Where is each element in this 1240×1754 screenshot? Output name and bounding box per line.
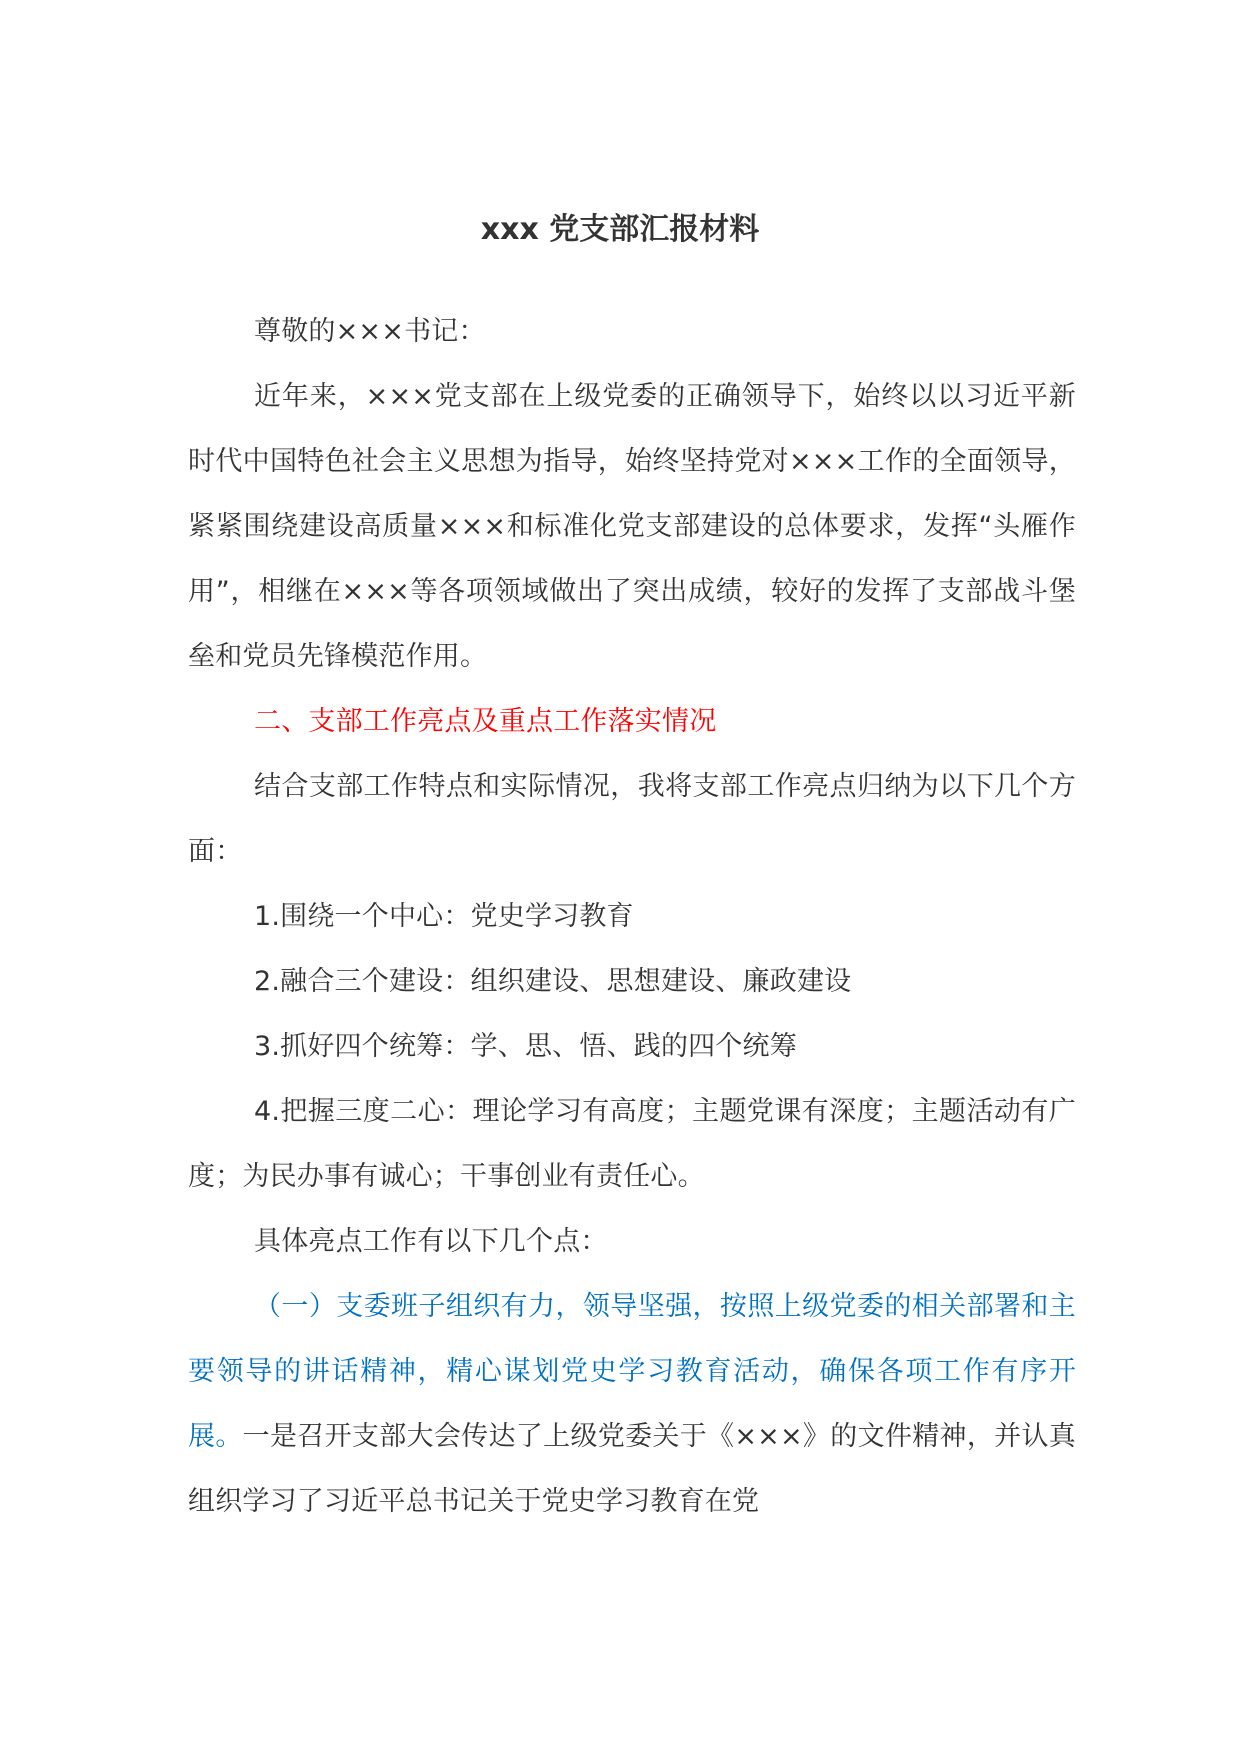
point-item: 1.围绕一个中心：党史学习教育	[254, 901, 634, 932]
highlight-one-paragraph	[188, 1274, 1076, 1534]
highlight-one-heading: （一）支委班子组织有力，领导坚强，按照上级党委的相关部署和主要领导的讲话精神，精心谋划党史学习教育活动，确保各项工作有序开展。	[188, 1291, 1076, 1452]
highlight-one-text: 一是召开支部大会传达了上级党委关于《×××》的文件精神，并认真组织学习了习近平总书记关于党史学习教育在党	[188, 1421, 1076, 1517]
salutation: 尊敬的×××书记：	[254, 316, 486, 347]
section-heading: 二、支部工作亮点及重点工作落实情况	[254, 706, 717, 737]
point-item: 3.抓好四个统筹：学、思、悟、践的四个统筹	[254, 1031, 797, 1062]
highlights-intro: 具体亮点工作有以下几个点：	[254, 1226, 608, 1257]
document-body	[188, 299, 1076, 1534]
point-item: 2.融合三个建设：组织建设、思想建设、廉政建设	[254, 966, 852, 997]
point-item: 4.把握三度二心：理论学习有高度；主题党课有深度；主题活动有广度；为民办事有诚心；干事创业有责任心。	[188, 1096, 1076, 1192]
document-title: xxx 党支部汇报材料	[480, 212, 760, 247]
summary-intro: 结合支部工作特点和实际情况，我将支部工作亮点归纳为以下几个方面：	[188, 771, 1076, 867]
intro-paragraph: 近年来，×××党支部在上级党委的正确领导下，始终以以习近平新时代中国特色社会主义思想为指导，始终坚持党对×××工作的全面领导，紧紧围绕建设高质量×××和标准化党支部建设的总体要求，发挥“头雁作用”，相继在×××等各项领域做出了突出成绩，较好的发挥了支部战斗堡垒和党员先锋模范作用。	[188, 381, 1076, 672]
